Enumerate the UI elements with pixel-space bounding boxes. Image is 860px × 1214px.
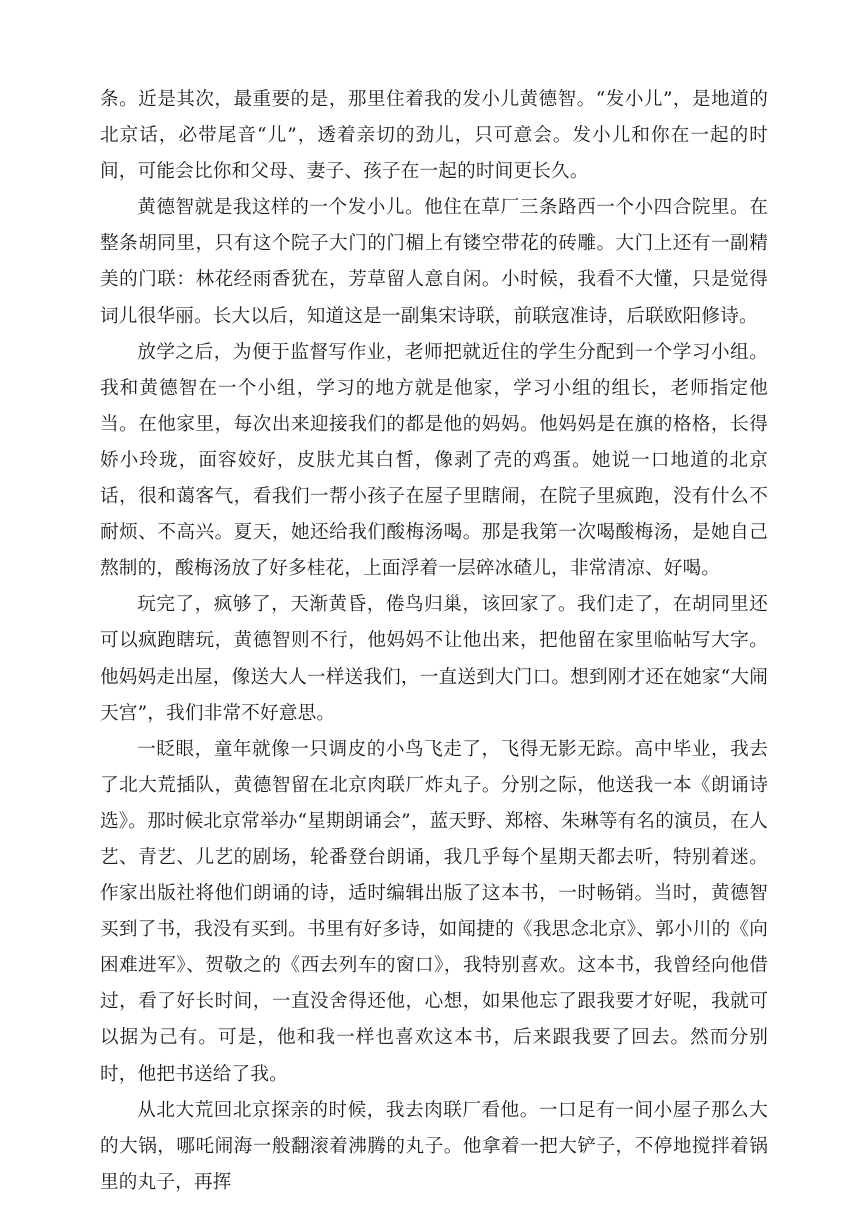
paragraph: 一眨眼，童年就像一只调皮的小鸟飞走了，飞得无影无踪。高中毕业，我去了北大荒插队，黄德智留在北京肉联厂炸丸子。分别之际，他送我一本《朗诵诗选》。那时候北京常举办“星期朗诵会”，蓝天野、郑榕、朱琳等有名的演员，在人艺、青艺、儿艺的剧场，轮番登台朗诵，我几乎每个星期天都去听，特别着迷。作家出版社将他们朗诵的诗，适时编辑出版了这本书，一时畅销。当时，黄德智买到了书，我没有买到。书里有好多诗，如闻捷的《我思念北京》、郭小川的《向困难进军》、贺敬之的《西去列车的窗口》，我特别喜欢。这本书，我曾经向他借过，看了好长时间，一直没舍得还他，心想，如果他忘了跟我要才好呢，我就可以据为己有。可是，他和我一样也喜欢这本书，后来跟我要了回去。然而分别时，他把书送给了我。 bbox=[100, 738, 768, 1085]
paragraph-continued: 条。近是其次，最重要的是，那里住着我的发小儿黄德智。“发小儿”，是地道的北京话，必带尾音“儿”，透着亲切的劲儿，只可意会。发小儿和你在一起的时间，可能会比你和父母、妻子、孩子在一起的时间更长久。 bbox=[100, 89, 768, 183]
paragraph: 黄德智就是我这样的一个发小儿。他住在草厂三条路西一个小四合院里。在整条胡同里，只有这个院子大门的门楣上有镂空带花的砖雕。大门上还有一副精美的门联：林花经雨香犹在，芳草留人意自闲。小时候，我看不大懂，只是觉得词儿很华丽。长大以后，知道这是一副集宋诗联，前联寇准诗，后联欧阳修诗。 bbox=[100, 197, 768, 327]
article-body bbox=[100, 82, 768, 1201]
paragraph: 放学之后，为便于监督写作业，老师把就近住的学生分配到一个学习小组。我和黄德智在一个小组，学习的地方就是他家，学习小组的组长，老师指定他当。在他家里，每次出来迎接我们的都是他的妈妈。他妈妈是在旗的格格，长得娇小玲珑，面容姣好，皮肤尤其白皙，像剥了壳的鸡蛋。她说一口地道的北京话，很和蔼客气，看我们一帮小孩子在屋子里瞎闹，在院子里疯跑，没有什么不耐烦、不高兴。夏天，她还给我们酸梅汤喝。那是我第一次喝酸梅汤，是她自己熬制的，酸梅汤放了好多桂花，上面浮着一层碎冰碴儿，非常清凉、好喝。 bbox=[100, 341, 768, 580]
paragraph: 从北大荒回北京探亲的时候，我去肉联厂看他。一口足有一间小屋子那么大的大锅，哪吒闹海一般翻滚着沸腾的丸子。他拿着一把大铲子，不停地搅拌着锅里的丸子，再挥 bbox=[100, 1099, 768, 1193]
paragraph: 玩完了，疯够了，天渐黄昏，倦鸟归巢，该回家了。我们走了，在胡同里还可以疯跑瞎玩，黄德智则不行，他妈妈不让他出来，把他留在家里临帖写大字。他妈妈走出屋，像送大人一样送我们，一直送到大门口。想到刚才还在她家“大闹天宫”，我们非常不好意思。 bbox=[100, 594, 768, 724]
